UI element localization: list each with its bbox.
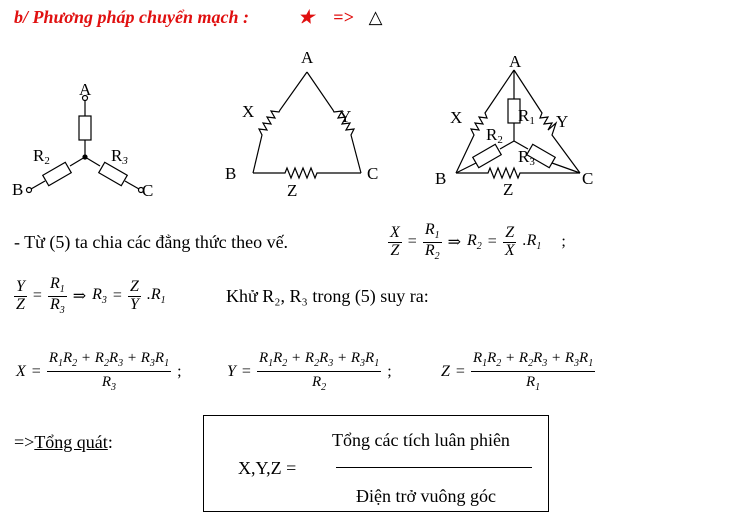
combined-b-label: B xyxy=(435,169,447,188)
star-icon: ★ xyxy=(297,7,315,27)
arrow-text: => xyxy=(333,7,354,27)
r2-label: R2 xyxy=(33,146,50,167)
combined-diagram xyxy=(430,45,610,205)
delta-y-label: Y xyxy=(339,107,352,126)
star-diagram xyxy=(0,70,190,210)
equation-r2: $\frac{X}{Z}$ = $\frac{R_1}{R_2}$ ⇒ $R_2$ = $\frac{Z}{X}$ $.R_1$ ; xyxy=(390,221,566,262)
general-label: =>Tổng quát: xyxy=(14,432,113,452)
section-heading xyxy=(14,7,382,28)
delta-diagram xyxy=(215,45,395,205)
combined-y-label: Y xyxy=(556,112,569,131)
box-left-term: X,Y,Z = xyxy=(238,458,297,478)
combined-r1-label: R1 xyxy=(518,106,535,127)
formula-z: Z = $\frac{R_1R_2 + R_2R_3 + R_3R_1}{R_1}$ xyxy=(441,350,594,393)
delta-c-label: C xyxy=(367,164,379,183)
node-a-label: A xyxy=(79,80,92,99)
triangle-icon: △ xyxy=(368,7,383,27)
delta-x-label: X xyxy=(242,102,255,121)
equation-r3: $\frac{Y}{Z}$ = $\frac{R_1}{R_3}$ ⇒ $R_3$ = $\frac{Z}{Y}$ $.R_1$ xyxy=(16,275,166,316)
delta-b-label: B xyxy=(225,164,237,183)
combined-z-label: Z xyxy=(503,180,514,199)
formula-y: Y = $\frac{R_1R_2 + R_2R_3 + R_3R_1}{R_2}$ ; xyxy=(227,350,392,393)
combined-x-label: X xyxy=(450,108,463,127)
r3-label: R3 xyxy=(111,146,128,167)
combined-r3-label: R3 xyxy=(518,147,535,168)
general-formula-box xyxy=(203,415,549,512)
heading-title: b/ Phương pháp chuyển mạch : xyxy=(14,7,249,27)
combined-a-label: A xyxy=(509,52,522,71)
box-fraction-line xyxy=(336,467,532,468)
formula-x: X = $\frac{R_1R_2 + R_2R_3 + R_3R_1}{R_3}$ ; xyxy=(16,350,182,393)
node-b-label: B xyxy=(12,180,24,199)
delta-z-label: Z xyxy=(287,181,298,200)
delta-a-label: A xyxy=(301,48,314,67)
combined-r2-label: R2 xyxy=(486,125,503,146)
box-numerator: Tổng các tích luân phiên xyxy=(332,430,510,450)
node-c-label: C xyxy=(142,181,154,200)
box-denominator: Điện trở vuông góc xyxy=(356,486,496,506)
general-underlined: Tổng quát xyxy=(34,432,108,452)
division-sentence: - Từ (5) ta chia các đẳng thức theo vế. xyxy=(14,232,289,252)
eliminate-sentence: Khử R₂, R₃ trong (5) suy ra: xyxy=(226,286,429,306)
combined-c-label: C xyxy=(582,169,594,188)
